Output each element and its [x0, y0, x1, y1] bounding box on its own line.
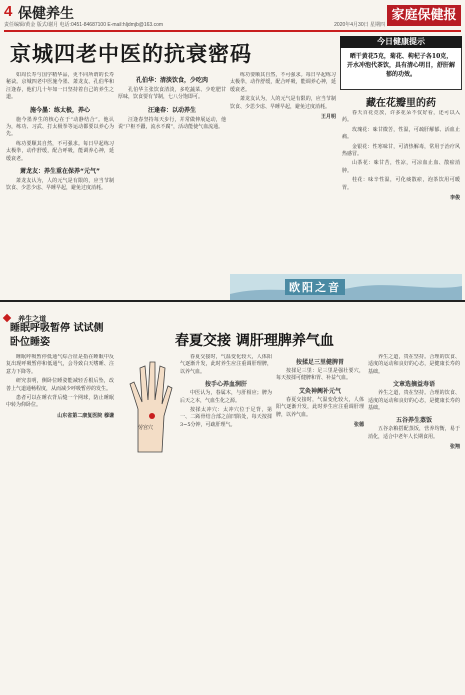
banner-label: 欧阳之音 [285, 279, 345, 295]
paragraph: 孔伯华主张饮食清淡，多吃蔬菜、少吃肥甘厚味，饮食要有节制，七八分饱即可。 [118, 87, 226, 101]
top-story-col1 [6, 72, 114, 294]
lower-main-col1 [180, 354, 272, 690]
paragraph: 研究表明，侧卧位睡姿能减轻舌根后坠，改善上气道通畅程度，从而减少呼吸暂停的发生。 [6, 378, 114, 392]
subhead: 萧龙友：养生重在保养“元气” [20, 168, 100, 176]
column-name: 家庭保健报 [387, 5, 461, 26]
lower-left-body [6, 354, 114, 690]
section-tag: 养生之道 [18, 315, 47, 323]
signature: 李俊 [449, 195, 460, 202]
lower-main-title: 春夏交接 调肝理脾养气血 [175, 333, 334, 349]
paragraph: 春天百花竞放，许多花朵不仅好看，还可以入药。 [342, 110, 460, 124]
paragraph: 练功要顺其自然，不可强求。每日早起练习太极拳，动作舒缓，配合呼吸，能调养心神，延缓衰老。 [230, 72, 336, 93]
signature: 山东省第二康复医院 穆谦 [57, 412, 114, 419]
paragraph: 睡眠呼吸暂停低通气综合征是指在睡眠中反复出现呼吸暂停和低通气，会导致白天嗜睡、注意力下降等。 [6, 354, 114, 375]
paragraph: 五谷杂粮搭配蒸饭，营养均衡，易于消化，适合中老年人长期食用。 [368, 426, 460, 440]
lower-main-col2 [276, 354, 364, 690]
hand-diagram [120, 354, 176, 454]
paragraph: 患者可以在睡衣背后缝一个网球，防止睡眠中转为仰卧位。 [6, 395, 114, 409]
subhead: 按手心养血润肝 [204, 381, 247, 389]
tip-box-title: 今日健康提示 [340, 36, 462, 48]
subhead: 按揉足三里健脾胃 [295, 359, 344, 366]
lower-left-tag [4, 306, 119, 323]
paragraph: 按揉太冲穴：太冲穴位于足背，第一、二跖骨结合部之前凹陷处，每天按揉3~5分钟，可疏肝理气。 [180, 407, 272, 428]
paragraph: 施今墨养生的核心在于“动静结合”。他认为，练功、习武、打太极拳等运动都要以养心为先。 [6, 116, 114, 138]
paragraph: 养生之道，贵在坚持。合理的饮食、适度的运动和良好的心态，是健康长寿的基础。 [368, 354, 460, 375]
acupoint-label: 劳宫穴 [138, 425, 154, 431]
paragraph: 如周长寿与国学精华品，更不同所谓的长寿秘诀。京城四老中医施今墨、萧龙友、孔伯华和汪逢春，他们几十年如一日坚持着自己的养生之道。 [6, 72, 114, 101]
tip-box [340, 36, 462, 90]
paragraph: 春夏交接时，气温变化较大，人体阳气逐渐升发，此时养生应注重调肝理脾，以养气血。 [180, 354, 272, 375]
paragraph: 萧龙友认为，人的元气是有限的，应当节制饮食、少思少虑、早睡早起，避免过度消耗。 [230, 96, 336, 110]
section-divider [0, 300, 465, 302]
header-rule [4, 30, 461, 32]
editor-line: 责任编辑/黄金 版式/谢月 电话:0451-84687100 E-mail:hljdmjb@163.com [4, 22, 164, 28]
top-story-col3 [230, 72, 336, 294]
diamond-icon [3, 314, 11, 322]
subhead: 施今墨：练太极，养心 [29, 106, 90, 114]
lower-right-col [368, 354, 460, 690]
top-story-col2 [118, 72, 226, 294]
paragraph: 汪逢春坚持每天步行，并常做伸展运动，他说“户枢不蠹，流水不腐”，活动能使气血流通。 [118, 116, 226, 131]
signature: 张翔 [449, 444, 460, 451]
subhead: 艾灸神阙补元气 [298, 387, 341, 395]
paragraph: 练功要顺其自然，不可强求。每日早起练习太极拳，动作舒缓，配合呼吸，能调养心神，延缓衰老。 [6, 140, 114, 162]
signature: 王月明 [320, 114, 336, 121]
lower-left-title: 睡眠呼吸暂停 试试侧卧位睡姿 [10, 323, 104, 348]
paragraph: 养生之道，贵在坚持。合理的饮食、适度的运动和良好的心态，是健康长寿的基础。 [368, 390, 460, 412]
paragraph: 金银花：性寒味甘，可清热解毒，常用于治疗风热感冒。 [342, 143, 460, 158]
banner-decoration [230, 274, 462, 300]
page-header [0, 0, 465, 30]
side-column-heading: 藏在花瓣里的药 [366, 98, 436, 109]
side-column [342, 110, 460, 296]
paragraph: 桂花：味辛性温，可化痰散瘀，泡茶饮用可暖胃。 [342, 177, 460, 191]
subhead: 五谷养生蒸饭 [395, 417, 432, 425]
paragraph: 玫瑰花：味甘微苦，性温，可疏肝解郁、活血止痛。 [342, 126, 460, 141]
subhead: 孔伯华：清淡饮食，少吃肉 [135, 77, 208, 84]
issue-date: 2020年4月30日 星期四 [334, 22, 385, 28]
top-headline: 京城四老中医的抗衰密码 [10, 42, 252, 66]
paragraph: 中医认为，春属木，与肝相应；脾为后天之本，气血生化之源。 [180, 390, 272, 404]
paragraph: 春夏交接时，气温变化较大，人体阳气逐渐升发，此时养生应注重调肝理脾，以养气血。 [276, 396, 364, 418]
signature: 张德 [353, 422, 364, 429]
paragraph: 按揉足三里：足三里是强壮要穴，每天按揉可健脾和胃、补益气血。 [276, 368, 364, 382]
subhead: 汪逢春：以动养生 [147, 106, 196, 114]
paragraph: 山茶花：味甘苦，性凉，可凉血止血、散瘀消肿。 [342, 160, 460, 174]
subhead: 文章选摘益寿语 [392, 381, 435, 389]
paragraph: 萧龙友认为，人的元气是有限的，应当节制饮食、少思少虑、早睡早起，避免过度消耗。 [6, 178, 114, 192]
section-name: 保健养生 [18, 7, 74, 22]
acupoint-illustration [120, 354, 176, 454]
page-number: 4 [4, 3, 13, 20]
art-banner [230, 274, 462, 300]
tip-box-text: 晒干黄花5克，菊花、枸杞子各10克，开水冲泡代茶饮，具有清心明目，舒肝解郁的功效。 [347, 53, 456, 78]
